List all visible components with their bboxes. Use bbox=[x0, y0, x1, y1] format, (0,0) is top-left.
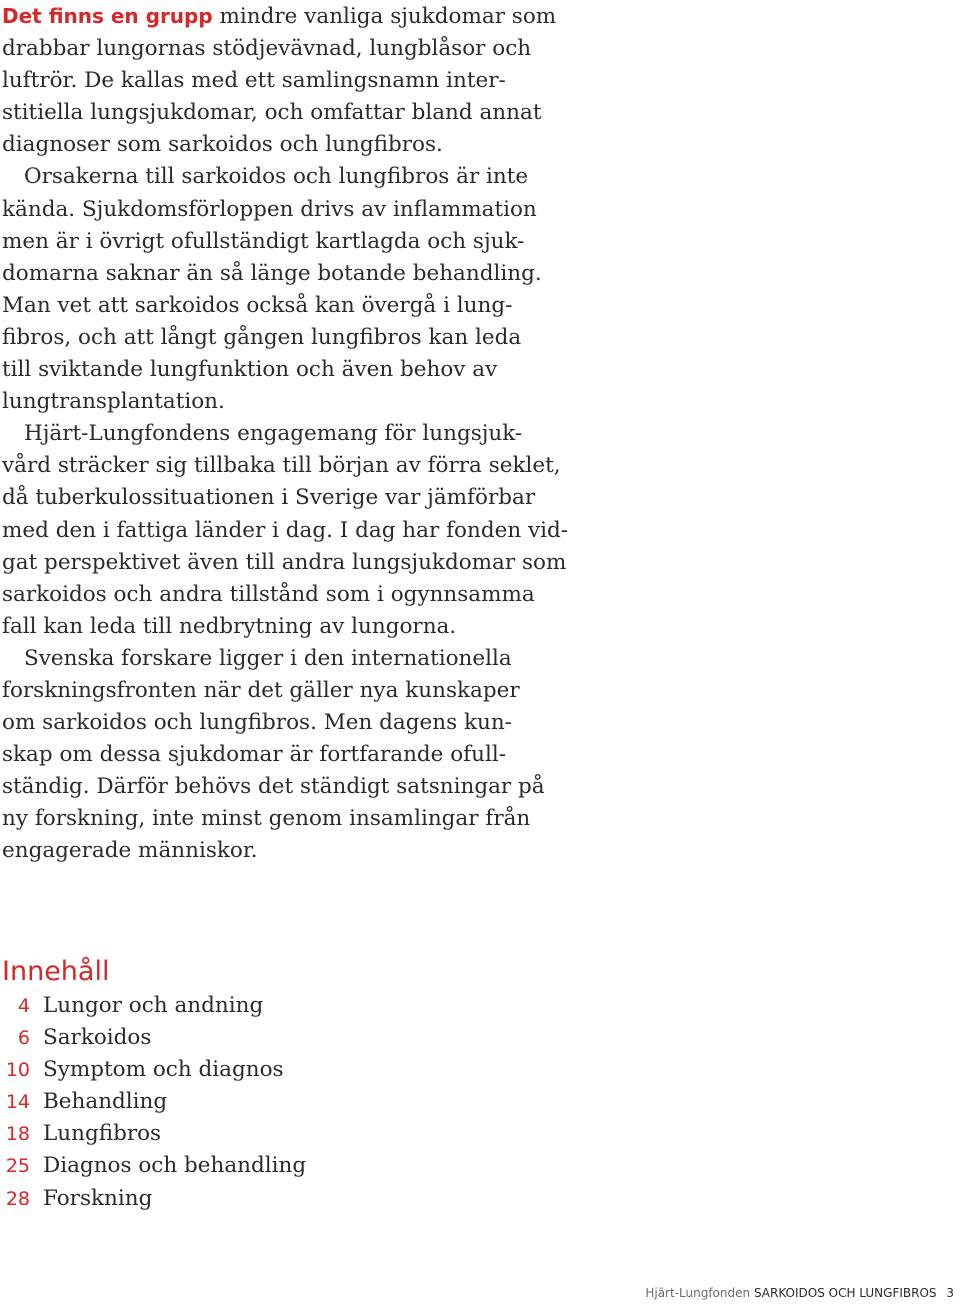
footer-page-number: 3 bbox=[946, 1286, 954, 1300]
toc-item-label: Symptom och diagnos bbox=[43, 1057, 284, 1083]
toc-item bbox=[2, 990, 422, 1022]
toc-page-number: 4 bbox=[17, 995, 30, 1017]
toc-item-label: Lungfibros bbox=[43, 1121, 162, 1147]
paragraph-line: men är i övrigt ofullständigt kartlagda och sjuk- bbox=[2, 228, 525, 254]
paragraph-line: om sarkoidos och lungfibros. Men dagens kun- bbox=[2, 710, 512, 736]
toc-item-label: Lungor och andning bbox=[43, 993, 264, 1018]
intro-line: stitiella lungsjukdomar, och omfattar bland annat bbox=[2, 100, 542, 126]
paragraph-line: fibros, och att långt gången lungfibros kan leda bbox=[2, 324, 522, 350]
page-footer bbox=[645, 1284, 954, 1302]
intro-line: drabbar lungornas stödjevävnad, lungblåsor och bbox=[2, 36, 532, 62]
toc-page-number: 14 bbox=[5, 1091, 30, 1114]
paragraph-line: Svenska forskare ligger i den internationella bbox=[24, 645, 512, 671]
toc-item bbox=[2, 1118, 422, 1150]
intro-line: diagnoser som sarkoidos och lungfibros. bbox=[2, 132, 443, 158]
toc-item bbox=[2, 1086, 422, 1118]
paragraph-line: skap om dessa sjukdomar är fortfarande ofull- bbox=[2, 742, 507, 768]
intro-line bbox=[2, 0, 557, 33]
toc-item bbox=[2, 1054, 422, 1086]
toc-item bbox=[2, 1150, 422, 1182]
toc-page-number: 18 bbox=[5, 1123, 30, 1146]
toc-page-number: 10 bbox=[5, 1059, 30, 1082]
toc-item bbox=[2, 1022, 422, 1054]
toc-page-number: 25 bbox=[5, 1155, 30, 1178]
footer-organization: Hjärt-Lungfonden bbox=[645, 1286, 751, 1300]
paragraph-line: till sviktande lungfunktion och även behov av bbox=[2, 357, 498, 383]
paragraph-line: gat perspektivet även till andra lungsjukdomar som bbox=[2, 549, 567, 575]
paragraph-line: med den i fattiga länder i dag. I dag har fonden vid- bbox=[2, 517, 569, 543]
toc-page-number: 28 bbox=[5, 1187, 30, 1210]
footer-publication-title: SARKOIDOS OCH LUNGFIBROS bbox=[753, 1286, 937, 1300]
paragraph-line: domarna saknar än så länge botande behandling. bbox=[2, 260, 542, 286]
intro-line-text: mindre vanliga sjukdomar som bbox=[212, 4, 557, 29]
toc-item bbox=[2, 1183, 422, 1215]
toc-item-label: Forskning bbox=[43, 1185, 153, 1211]
toc-item-label: Behandling bbox=[43, 1089, 168, 1115]
paragraph-line: lungtransplantation. bbox=[2, 389, 225, 415]
paragraph-line: Man vet att sarkoidos också kan övergå i lung- bbox=[2, 292, 513, 318]
paragraph-line: sarkoidos och andra tillstånd som i ogynnsamma bbox=[2, 581, 535, 607]
intro-lead: Det finns en grupp bbox=[2, 4, 213, 28]
toc-page-number: 6 bbox=[17, 1027, 30, 1050]
toc-title: Innehåll bbox=[2, 956, 110, 987]
paragraph-line: ny forskning, inte minst genom insamlingar från bbox=[2, 806, 531, 832]
paragraph-line: Orsakerna till sarkoidos och lungfibros är inte bbox=[24, 164, 529, 190]
paragraph-line: fall kan leda till nedbrytning av lungorna. bbox=[2, 613, 457, 639]
paragraph-line: Hjärt-Lungfondens engagemang för lungsjuk- bbox=[24, 421, 523, 447]
paragraph-line: vård sträcker sig tillbaka till början av förra seklet, bbox=[2, 453, 561, 479]
paragraph-line: forskningsfronten när det gäller nya kunskaper bbox=[2, 677, 520, 703]
paragraph-line: då tuberkulossituationen i Sverige var jämförbar bbox=[2, 485, 536, 511]
table-of-contents bbox=[2, 952, 422, 1215]
paragraph-line: kända. Sjukdomsförloppen drivs av inflammation bbox=[2, 196, 537, 222]
paragraph-line: engagerade människor. bbox=[2, 838, 258, 864]
intro-line: luftrör. De kallas med ett samlingsnamn inter- bbox=[2, 68, 506, 94]
paragraph-line: ständig. Därför behövs det ständigt satsningar på bbox=[2, 774, 545, 800]
toc-item-label: Sarkoidos bbox=[43, 1025, 152, 1051]
toc-item-label: Diagnos och behandling bbox=[43, 1153, 307, 1179]
body-text bbox=[2, 0, 569, 868]
